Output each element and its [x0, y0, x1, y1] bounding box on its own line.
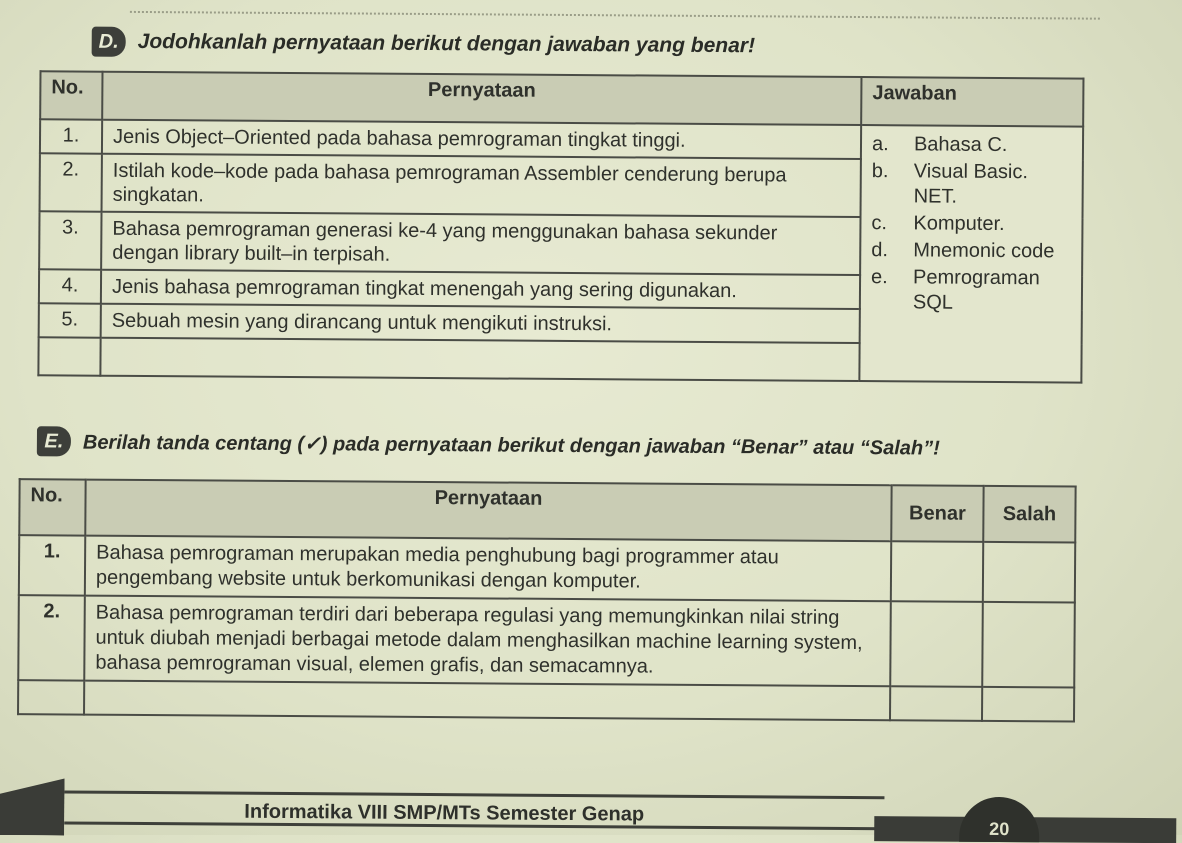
statement-text: Sebuah mesin yang dirancang untuk mengikuti instruksi. [101, 304, 860, 343]
footer-book-title: Informatika VIII SMP/MTs Semester Genap [244, 800, 645, 826]
header-benar: Benar [891, 485, 983, 542]
header-jawaban: Jawaban [861, 77, 1083, 127]
row-number: 2. [40, 153, 102, 211]
section-e-heading [37, 426, 940, 462]
header-no: No. [19, 479, 85, 535]
footer-decoration-left [0, 778, 65, 835]
true-false-table [17, 478, 1077, 722]
answer-text: Mnemonic code [913, 239, 1055, 263]
header-salah: Salah [983, 486, 1075, 543]
statement-text: Jenis bahasa pemrograman tingkat menengah yang sering digunakan. [101, 270, 860, 309]
header-no: No. [40, 71, 102, 119]
answer-letter: d. [871, 239, 889, 262]
answer-letter: a. [871, 133, 889, 156]
statement-text: Bahasa pemrograman terdiri dari beberapa regulasi yang memungkinkan nilai string untuk diubah menjadi berbagai metode dalam menghasilkan machine learning system, bahasa pemrograman visual, elemen grafis, dan semacamnya. [84, 596, 891, 687]
empty-cell [18, 680, 84, 714]
section-d-heading [92, 27, 756, 62]
answer-options [859, 125, 1083, 383]
benar-checkbox-cell[interactable] [891, 541, 983, 602]
page-number: 20 [959, 797, 1039, 843]
matching-table [37, 70, 1084, 383]
section-d-instruction: Jodohkanlah pernyataan berikut dengan jawaban yang benar! [137, 29, 756, 58]
empty-cell [38, 337, 100, 375]
row-number: 1. [19, 535, 85, 595]
row-number: 4. [39, 269, 101, 303]
header-pernyataan: Pernyataan [85, 480, 891, 542]
answer-letter: b. [871, 160, 889, 183]
section-e-instruction: Berilah tanda centang (✓) pada pernyataan berikut dengan jawaban “Benar” atau “Salah”! [82, 431, 940, 460]
empty-cell [84, 681, 890, 721]
statement-text: Istilah kode–kode pada bahasa pemrograman Assembler cenderung berupa singkatan. [102, 154, 861, 217]
section-e-badge: E. [37, 426, 71, 456]
dotted-divider [130, 11, 1100, 20]
answer-text: Komputer. [913, 212, 1005, 236]
empty-cell [890, 686, 982, 721]
table-row-empty [18, 680, 1074, 721]
statement-text: Bahasa pemrograman merupakan media penghubung bagi programmer atau pengembang website untuk berkomunikasi dengan komputer. [85, 536, 891, 602]
section-d-badge: D. [92, 27, 126, 57]
row-number: 3. [39, 211, 101, 269]
salah-checkbox-cell[interactable] [983, 542, 1075, 603]
answer-text: Bahasa C. [913, 133, 1008, 157]
answer-letter: e. [871, 266, 888, 289]
row-number: 2. [18, 595, 85, 680]
answer-option-d [871, 238, 1071, 264]
matching-table-header [40, 71, 1083, 126]
empty-cell [982, 687, 1074, 722]
header-pernyataan: Pernyataan [102, 72, 861, 125]
empty-cell [100, 338, 859, 381]
benar-checkbox-cell[interactable] [890, 601, 983, 687]
answer-letter: c. [871, 212, 888, 235]
row-number: 5. [39, 303, 101, 337]
answer-text: Visual Basic. NET. [913, 160, 1029, 208]
true-false-table-header [19, 479, 1075, 542]
answer-option-c [871, 211, 1071, 237]
answer-text: Pemrograman SQL [912, 266, 1040, 314]
statement-text: Jenis Object–Oriented pada bahasa pemrograman tingkat tinggi. [102, 120, 861, 159]
row-number: 1. [40, 119, 102, 153]
answer-option-a [872, 132, 1072, 158]
table-row [18, 595, 1075, 687]
answer-option-b [872, 159, 1072, 210]
table-row [19, 535, 1075, 602]
salah-checkbox-cell[interactable] [982, 602, 1075, 688]
answer-option-e [871, 265, 1071, 316]
statement-text: Bahasa pemrograman generasi ke-4 yang menggunakan bahasa sekunder dengan library built–in terpisah. [101, 212, 860, 275]
